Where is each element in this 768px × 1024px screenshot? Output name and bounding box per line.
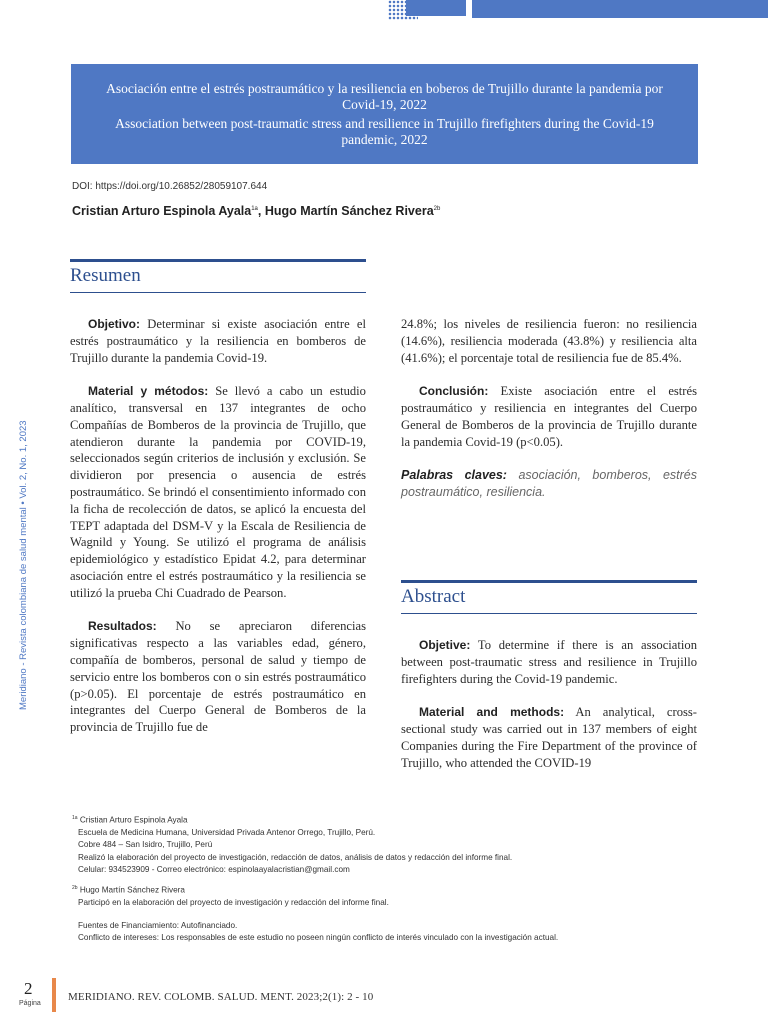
objective-text: To determine if there is an association between post-traumatic stress and resilience in Trujillo firefighters during the Covid-19 pandemic. [401, 638, 697, 686]
footnote-1-contribution: Realizó la elaboración del proyecto de investigación, redacción de datos, análisis de datos y redacción del informe final. [78, 852, 513, 862]
doi-link[interactable]: DOI: https://doi.org/10.26852/28059107.644 [72, 181, 268, 192]
footer-journal-citation: MERIDIANO. REV. COLOMB. SALUD. MENT. 2023;2(1): 2 - 10 [68, 991, 374, 1003]
conflict-note: Conflicto de intereses: Los responsables de este estudio no poseen ningún conflicto de interés vinculado con la investigación actual. [78, 932, 559, 942]
page-number: 2 [24, 979, 33, 998]
title-english: Association between post-traumatic stress and resilience in Trujillo firefighters during the Covid-19 pandemic, 2022 [115, 116, 654, 147]
conclusion-label: Conclusión: [419, 384, 489, 399]
abstract-heading: Abstract [401, 580, 697, 614]
footnote-1-address: Cobre 484 – San Isidro, Trujillo, Perú [78, 840, 213, 850]
metodos-text: Se llevó a cabo un estudio analítico, transversal en 137 integrantes de ocho Compañías de Bomberos de la provincia de Trujillo, que atendieron durante la pandemia por COVID-19, seleccionados según criterios de inclusión y exclusión. Se dividieron por presencia o ausencia de estrés postraumático. Se brindó el consentimiento informado con la ficha de recolección de datos, se aplicó la encuesta del TEPT adaptada del DSM-V y la Escala de Resiliencia de Wagnild y Young. Se utilizó el programa de análisis epidemiológico y estadístico Epidat 4.2, para determinar asociación entre el estrés postraumático y la resiliencia se utilizó la prueba Chi Cuadrado de Pearson. [70, 384, 366, 600]
methods-label: Material and methods: [419, 705, 565, 720]
resultados-label: Resultados: [88, 619, 157, 634]
conclusion-paragraph [401, 383, 697, 450]
methods-paragraph [401, 704, 697, 771]
resultados-paragraph [70, 618, 366, 736]
footer-accent-bar [52, 978, 56, 1012]
footnote-author-2 [72, 882, 712, 909]
author-1: Cristian Arturo Espinola Ayala [72, 204, 252, 218]
footnote-2-name: Hugo Martín Sánchez Rivera [79, 885, 185, 895]
side-journal-label: Meridiano - Revista colombiana de salud mental • Vol. 2, No. 1, 2023 [18, 420, 29, 710]
author-line [72, 204, 440, 218]
footnote-2-contribution: Participó en la elaboración del proyecto de investigación y redacción del informe final. [78, 898, 389, 908]
title-box [71, 64, 698, 164]
footnote-1-name: Cristian Arturo Espinola Ayala [79, 815, 188, 825]
footnote-1-contact: Celular: 934523909 - Correo electrónico: espinolaayalacristian@gmail.com [78, 864, 350, 874]
author-2: Hugo Martín Sánchez Rivera [264, 204, 434, 218]
footnote-author-1 [72, 812, 712, 876]
resultados-text: No se apreciaron diferencias significativas respecto a las variables edad, género, compañía de bomberos, personal de salud y tiempo de servicio entre los bomberos con o sin estrés postraumático (p>0.05). El porcentaje de estrés postraumático en integrantes del Cuerpo General de Bomberos de la provincia de Trujillo fue de [70, 619, 366, 735]
funding-note: Fuentes de Financiamiento: Autofinanciado. [78, 920, 238, 930]
footnote-1-sup: 1a [72, 815, 78, 821]
methods-text: An analytical, cross-sectional study was carried out in 137 members of eight Companies during the Fire Department of the province of Trujillo, who attended the COVID-19 [401, 705, 697, 770]
objetivo-paragraph [70, 316, 366, 366]
abstract-column [401, 637, 697, 788]
author-2-affiliation: 2b [433, 205, 441, 212]
footnote-1-affiliation: Escuela de Medicina Humana, Universidad Privada Antenor Orrego, Trujillo, Perú. [78, 828, 376, 838]
keywords-label: Palabras claves: [401, 468, 507, 483]
objective-paragraph [401, 637, 697, 687]
footnotes [72, 812, 712, 944]
metodos-paragraph [70, 383, 366, 601]
objective-label: Objetive: [419, 638, 471, 652]
keywords [401, 467, 697, 501]
resumen-heading: Resumen [70, 259, 366, 293]
author-1-affiliation: 1a [251, 205, 258, 212]
page-label: Página [19, 1000, 41, 1007]
keywords-text: asociación, bomberos, estrés postraumático, resiliencia. [401, 468, 697, 499]
metodos-label: Material y métodos: [88, 384, 209, 399]
objetivo-text: Determinar si existe asociación entre el estrés postraumático y la resiliencia en bomberos de Trujillo durante la pandemia Covid-19. [70, 317, 366, 365]
footnote-2-sup: 2b [72, 885, 78, 892]
title-spanish: Asociación entre el estrés postraumático y la resiliencia en boberos de Trujillo durante la pandemia por Covid-19, 2022 [106, 81, 663, 112]
resumen-column-continued [401, 316, 697, 501]
conclusion-text: Existe asociación entre el estrés postraumático y resiliencia en integrantes del Cuerpo General de Bomberos de la provincia de Trujillo durante la pandemia Covid-19 (p<0.05). [401, 384, 697, 449]
header-bar-right [472, 0, 768, 18]
header-bar-left [406, 0, 466, 16]
resultados-continued: 24.8%; los niveles de resiliencia fueron: no resiliencia (14.6%), resiliencia moderada (43.8%) y resiliencia alta (41.6%); el porcentaje total de resiliencia fue de 85.4%. [401, 317, 697, 365]
objetivo-label: Objetivo: [88, 317, 141, 331]
resumen-column [70, 316, 366, 753]
author-separator: , [257, 204, 265, 218]
